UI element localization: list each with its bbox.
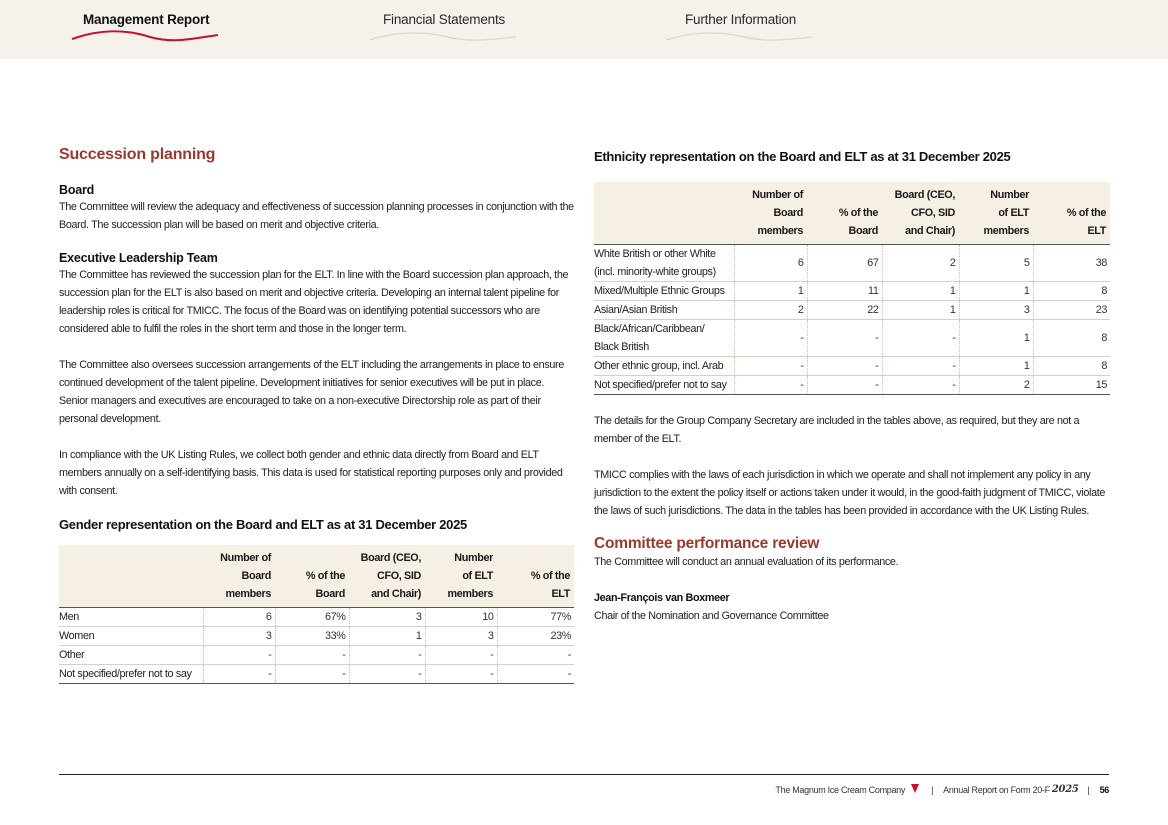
table-cell: 3 bbox=[349, 608, 425, 627]
brand-heart-icon bbox=[911, 784, 919, 793]
table-cell: - bbox=[734, 357, 807, 376]
table-cell: 22 bbox=[807, 301, 882, 320]
table-header-row bbox=[594, 182, 1110, 245]
table-header-cell: % of the ELT bbox=[1033, 182, 1110, 245]
table-cell: 23 bbox=[1033, 301, 1110, 320]
table-cell: 1 bbox=[959, 320, 1033, 357]
table-cell: - bbox=[807, 357, 882, 376]
table-cell: - bbox=[349, 646, 425, 665]
table-cell: 77% bbox=[497, 608, 574, 627]
tab-underline-decoration bbox=[368, 30, 518, 44]
footer-separator: | bbox=[931, 784, 934, 795]
board-subheading: Board bbox=[59, 183, 95, 197]
table-header-cell bbox=[594, 182, 734, 245]
table-cell: 3 bbox=[203, 627, 275, 646]
table-header-cell bbox=[59, 545, 203, 608]
row-label-cell: Other ethnic group, incl. Arab bbox=[594, 357, 734, 376]
row-label-cell: Mixed/Multiple Ethnic Groups bbox=[594, 282, 734, 301]
row-label-cell: White British or other White (incl. minority-white groups) bbox=[594, 245, 734, 282]
footer-divider bbox=[59, 774, 1109, 775]
table-row bbox=[594, 301, 1110, 320]
table-cell: 5 bbox=[959, 245, 1033, 282]
table-cell: 15 bbox=[1033, 376, 1110, 395]
section-heading-succession-planning: Succession planning bbox=[59, 146, 216, 163]
table-cell: 6 bbox=[203, 608, 275, 627]
table-row bbox=[594, 376, 1110, 395]
table-cell: - bbox=[425, 665, 497, 684]
table-cell: 8 bbox=[1033, 357, 1110, 376]
signatory-name: Jean-François van Boxmeer bbox=[594, 592, 730, 604]
right-column bbox=[594, 149, 1110, 625]
table-cell: 1 bbox=[882, 282, 959, 301]
table-cell: 3 bbox=[959, 301, 1033, 320]
table-cell: 2 bbox=[882, 245, 959, 282]
footer-separator: | bbox=[1087, 784, 1090, 795]
table-header-cell: Board (CEO, CFO, SID and Chair) bbox=[882, 182, 959, 245]
gender-table-title: Gender representation on the Board and ELT as at 31 December 2025 bbox=[59, 517, 467, 532]
performance-paragraph: The Committee will conduct an annual evaluation of its performance. bbox=[594, 556, 899, 568]
table-cell: 1 bbox=[959, 282, 1033, 301]
tab-further-information[interactable]: Further Information bbox=[685, 12, 796, 27]
table-cell: 6 bbox=[734, 245, 807, 282]
table-cell: 8 bbox=[1033, 320, 1110, 357]
active-tab-underline bbox=[70, 30, 220, 44]
table-cell: - bbox=[734, 320, 807, 357]
table-cell: 23% bbox=[497, 627, 574, 646]
table-header-cell: Number of Board members bbox=[734, 182, 807, 245]
table-cell: - bbox=[882, 376, 959, 395]
table-header-cell: Board (CEO, CFO, SID and Chair) bbox=[349, 545, 425, 608]
table-cell: - bbox=[497, 646, 574, 665]
table-header-row bbox=[59, 545, 574, 608]
footer-report-name: Annual Report on Form 20-F bbox=[943, 784, 1050, 795]
elt-subheading: Executive Leadership Team bbox=[59, 251, 218, 265]
table-row bbox=[594, 320, 1110, 357]
table-header-cell: % of the Board bbox=[807, 182, 882, 245]
tab-financial-statements[interactable]: Financial Statements bbox=[383, 12, 506, 27]
oversight-paragraph: The Committee also oversees succession arrangements of the ELT including the arrangements in place to ensure continued development of the talent pipeline. Development initiatives for senior executives will be put in place. Senior managers and executives are encouraged to take on a non-executive Directorship role as part of their personal development. bbox=[59, 359, 564, 425]
compliance-paragraph: In compliance with the UK Listing Rules, we collect both gender and ethnic data directly from Board and ELT members annually on a self-identifying basis. This data is used for statistical reporting purposes only and provided with consent. bbox=[59, 449, 563, 497]
gender-representation-table bbox=[59, 545, 574, 684]
table-row bbox=[594, 245, 1110, 282]
table-row bbox=[59, 646, 574, 665]
table-cell: 8 bbox=[1033, 282, 1110, 301]
table-cell: 3 bbox=[425, 627, 497, 646]
row-label-cell: Not specified/prefer not to say bbox=[59, 665, 203, 684]
row-label-cell: Other bbox=[59, 646, 203, 665]
ethnicity-representation-table bbox=[594, 182, 1110, 395]
laws-paragraph: TMICC complies with the laws of each jurisdiction in which we operate and shall not implement any policy in any jurisdiction to the extent the policy itself or actions taken under it would, in the good-faith judgment of TMICC, violate the laws of such jurisdictions. The data in the tables has been provided in accordance with the UK Listing Rules. bbox=[594, 469, 1106, 517]
elt-paragraph: The Committee has reviewed the succession plan for the ELT. In line with the Board succession plan approach, the succession plan for the ELT is also based on merit and objective criteria. Developing an internal talent pipeline for leadership roles is critical for TMICC. The focus of the Board was on identifying potential successors who are considered able to fulfil the roles in the short term and those in the longer term. bbox=[59, 269, 569, 335]
table-row bbox=[594, 357, 1110, 376]
table-cell: 1 bbox=[734, 282, 807, 301]
tab-management-report[interactable]: Management Report bbox=[83, 12, 210, 27]
table-cell: - bbox=[882, 357, 959, 376]
row-label-cell: Men bbox=[59, 608, 203, 627]
table-cell: - bbox=[807, 320, 882, 357]
table-header-cell: Number of ELT members bbox=[959, 182, 1033, 245]
table-cell: 2 bbox=[959, 376, 1033, 395]
table-cell: - bbox=[275, 646, 349, 665]
table-cell: 1 bbox=[959, 357, 1033, 376]
table-cell: - bbox=[882, 320, 959, 357]
table-cell: - bbox=[203, 646, 275, 665]
signatory-title: Chair of the Nomination and Governance Committee bbox=[594, 610, 829, 622]
table-cell: - bbox=[275, 665, 349, 684]
row-label-cell: Black/African/Caribbean/ Black British bbox=[594, 320, 734, 357]
page-footer bbox=[775, 784, 1109, 795]
table-header-cell: % of the ELT bbox=[497, 545, 574, 608]
row-label-cell: Not specified/prefer not to say bbox=[594, 376, 734, 395]
row-label-cell: Asian/Asian British bbox=[594, 301, 734, 320]
table-cell: 38 bbox=[1033, 245, 1110, 282]
top-navigation bbox=[0, 0, 1168, 59]
table-header-cell: % of the Board bbox=[275, 545, 349, 608]
table-cell: - bbox=[425, 646, 497, 665]
left-column bbox=[59, 146, 574, 684]
table-cell: 10 bbox=[425, 608, 497, 627]
table-row bbox=[59, 665, 574, 684]
footer-report-year: 2025 bbox=[1051, 784, 1079, 795]
table-cell: - bbox=[807, 376, 882, 395]
table-cell: 1 bbox=[882, 301, 959, 320]
table-row bbox=[59, 608, 574, 627]
table-header-cell: Number of ELT members bbox=[425, 545, 497, 608]
footer-company: The Magnum Ice Cream Company bbox=[775, 784, 906, 795]
ethnicity-table-title: Ethnicity representation on the Board and ELT as at 31 December 2025 bbox=[594, 149, 1011, 164]
table-cell: 1 bbox=[349, 627, 425, 646]
table-cell: 2 bbox=[734, 301, 807, 320]
table-row bbox=[59, 627, 574, 646]
table-cell: 11 bbox=[807, 282, 882, 301]
table-cell: - bbox=[497, 665, 574, 684]
row-label-cell: Women bbox=[59, 627, 203, 646]
tab-underline-decoration bbox=[664, 30, 814, 44]
table-cell: 67% bbox=[275, 608, 349, 627]
board-paragraph: The Committee will review the adequacy and effectiveness of succession planning processes in conjunction with the Board. The succession plan will be based on merit and objective criteria. bbox=[59, 201, 574, 231]
table-cell: - bbox=[734, 376, 807, 395]
table-row bbox=[594, 282, 1110, 301]
table-cell: 67 bbox=[807, 245, 882, 282]
page-number: 56 bbox=[1099, 784, 1109, 795]
table-cell: 33% bbox=[275, 627, 349, 646]
section-heading-performance-review: Committee performance review bbox=[594, 535, 820, 552]
table-header-cell: Number of Board members bbox=[203, 545, 275, 608]
table-cell: - bbox=[349, 665, 425, 684]
secretary-paragraph: The details for the Group Company Secretary are included in the tables above, as required, but they are not a member of the ELT. bbox=[594, 415, 1080, 445]
table-cell: - bbox=[203, 665, 275, 684]
